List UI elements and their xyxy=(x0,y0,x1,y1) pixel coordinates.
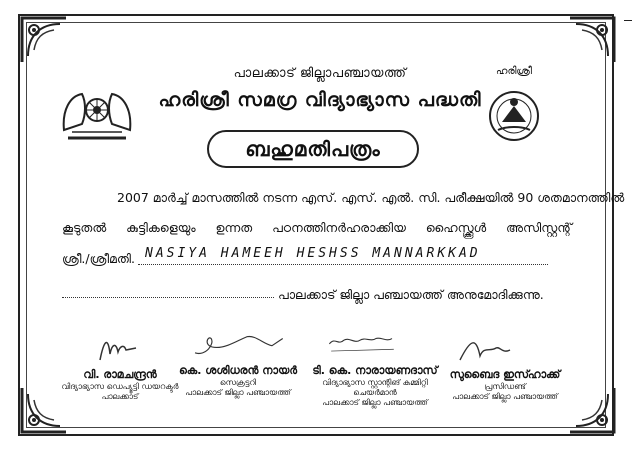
organization-name: പാലക്കാട് ജില്ലാപഞ്ചായത്ത് xyxy=(233,66,407,81)
corner-ornament-top-left xyxy=(20,16,68,64)
signatory-name: ടി. കെ. നാരായണദാസ് xyxy=(312,364,438,377)
recipient-name-handwritten: NASIYA HAMEEH HESHSS MANNARKKAD xyxy=(145,246,481,261)
signatory-role: വിദ്യാഭ്യാസ സ്റ്റാന്റിങ് കമ്മിറ്റി ചെയർമാൻ xyxy=(322,378,428,397)
signatory-location: പാലക്കാട് xyxy=(101,392,139,401)
recipient-name-underline xyxy=(138,264,548,265)
signatory-location: പാലക്കാട് ജില്ലാ പഞ്ചായത്ത് xyxy=(185,388,291,397)
signature-scribble xyxy=(440,330,570,364)
scheme-title: ഹരിശ്രീ സമഗ്ര വിദ്യാഭ്യാസ പദ്ധതി xyxy=(158,89,482,111)
line2-word: ഉന്നത xyxy=(215,220,253,235)
certificate-text-line-2 xyxy=(62,220,572,236)
signatory-3 xyxy=(300,326,450,408)
edge-mark xyxy=(624,20,632,21)
line2-word: കുട്ടികളെയും xyxy=(126,220,196,235)
signatory-name: കെ. ശശിധരൻ നായർ xyxy=(178,364,298,377)
signature-scribble xyxy=(168,326,308,360)
certificate-text-line-1: 2007 മാർച്ച് മാസത്തിൽ നടന്ന എസ്. എസ്. എൽ. സി. പരീക്ഷയിൽ 90 ശതമാനത്തിൽ xyxy=(117,190,625,205)
corner-ornament-bottom-right xyxy=(568,386,616,434)
recipient-prefix: ശ്രീ./ശ്രീമതി. xyxy=(62,251,135,266)
certificate-text-line-4: പാലക്കാട് ജില്ലാ പഞ്ചായത്ത് അനുമോദിക്കുന്നു. xyxy=(278,287,544,302)
signatory-location: പാലക്കാട് ജില്ലാ പഞ്ചായത്ത് xyxy=(452,392,558,401)
certificate-badge: ബഹുമതിപത്രം xyxy=(207,130,419,168)
signature-scribble xyxy=(300,326,450,360)
blank-fill-line xyxy=(62,297,274,298)
signatory-role: വിദ്യാഭ്യാസ ഡെപ്യൂട്ടി ഡയറക്ടർ xyxy=(61,382,179,391)
signatory-location: പാലക്കാട് ജില്ലാ പഞ്ചായത്ത് xyxy=(322,398,428,407)
signatory-2 xyxy=(168,326,308,398)
line2-word: അസിസ്റ്റന്റ് xyxy=(506,220,572,235)
harisree-logo xyxy=(468,66,560,146)
signatory-name: സുബൈദ ഇസ്ഹാക്ക് xyxy=(449,368,561,381)
corner-ornament-top-right xyxy=(568,16,616,64)
line2-word: കൂടുതൽ xyxy=(62,220,107,235)
logo-label: ഹരിശ്രീ xyxy=(496,66,532,77)
signatory-role: പ്രസിഡണ്ട് xyxy=(484,382,526,391)
signatory-4 xyxy=(440,330,570,402)
signatory-role: സെക്രട്ടറി xyxy=(219,378,257,387)
signatory-name: വി. രാമചന്ദ്രൻ xyxy=(83,368,157,381)
line2-word: ഹൈസ്ക്കൂൾ xyxy=(425,220,487,235)
line2-word: പഠനത്തിനർഹരാക്കിയ xyxy=(272,220,406,235)
